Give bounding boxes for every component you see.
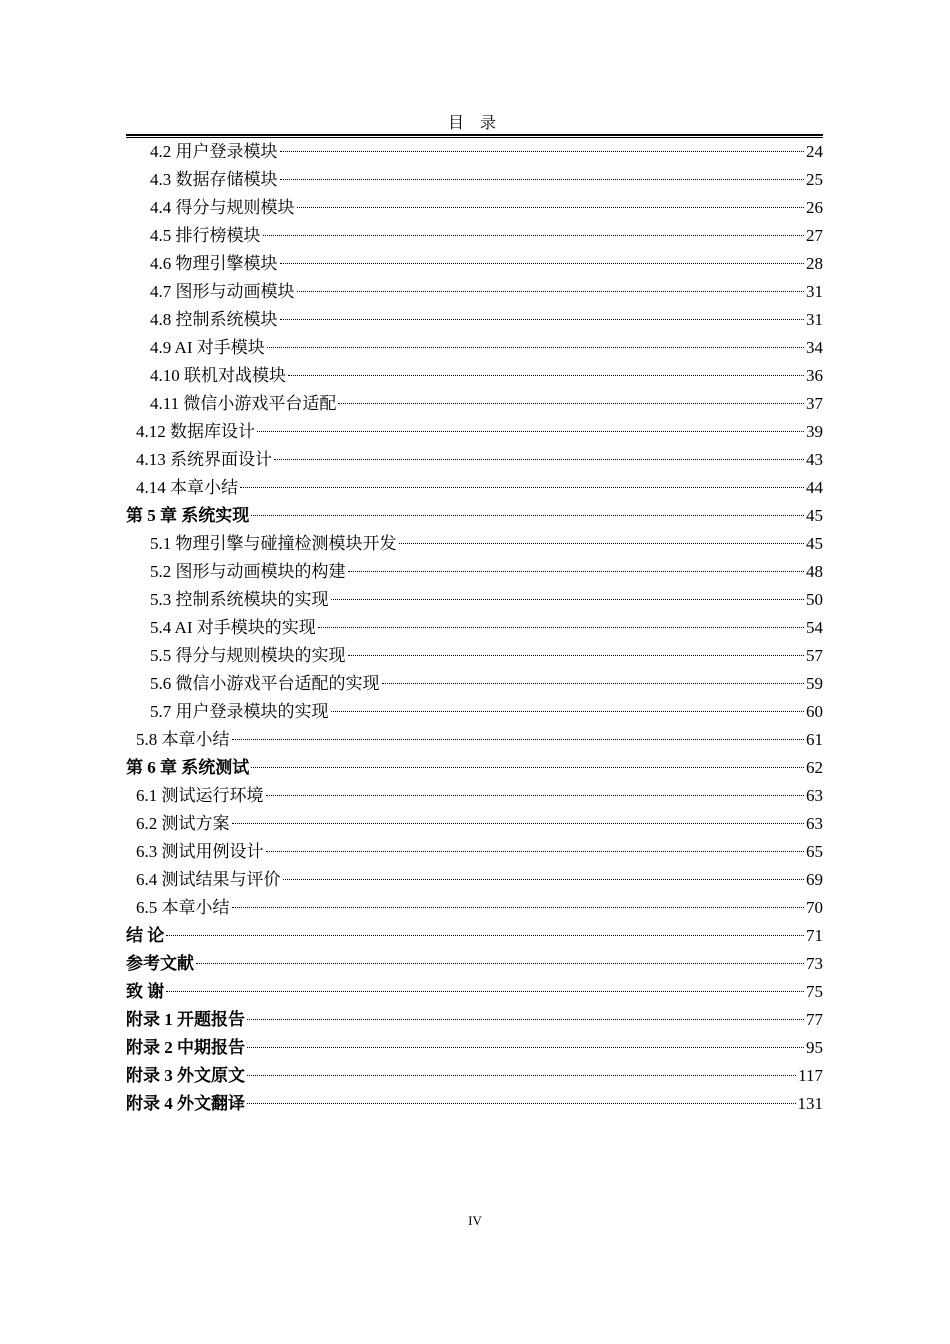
toc-dot-leader [166, 991, 804, 992]
toc-entry-label: 4.3 数据存储模块 [150, 170, 278, 189]
toc-entry-page: 117 [798, 1066, 823, 1085]
toc-entry-label: 5.4 AI 对手模块的实现 [150, 618, 316, 637]
toc-entry[interactable] [126, 194, 823, 222]
toc-entry[interactable] [126, 1006, 823, 1034]
toc-entry-label: 4.7 图形与动画模块 [150, 282, 295, 301]
toc-entry[interactable] [126, 390, 823, 418]
toc-entry-label: 5.6 微信小游戏平台适配的实现 [150, 674, 380, 693]
toc-dot-leader [247, 1047, 804, 1048]
toc-entry[interactable] [126, 306, 823, 334]
toc-entry-page: 50 [806, 590, 823, 609]
toc-dot-leader [196, 963, 804, 964]
toc-dot-leader [266, 795, 805, 796]
toc-entry[interactable] [126, 614, 823, 642]
toc-entry-page: 36 [806, 366, 823, 385]
toc-entry-page: 69 [806, 870, 823, 889]
toc-dot-leader [263, 235, 805, 236]
toc-entry-page: 26 [806, 198, 823, 217]
toc-entry[interactable] [126, 838, 823, 866]
toc-entry[interactable] [126, 446, 823, 474]
toc-dot-leader [280, 319, 805, 320]
toc-entry-label: 4.2 用户登录模块 [150, 142, 278, 161]
toc-entry-page: 54 [806, 618, 823, 637]
toc-entry-page: 73 [806, 954, 823, 973]
toc-entry-page: 44 [806, 478, 823, 497]
toc-entry[interactable] [126, 474, 823, 502]
toc-entry[interactable] [126, 754, 823, 782]
toc-dot-leader [338, 403, 804, 404]
toc-dot-leader [166, 935, 804, 936]
toc-dot-leader [348, 655, 805, 656]
toc-dot-leader [240, 487, 804, 488]
toc-entry-label: 4.11 微信小游戏平台适配 [150, 394, 337, 413]
toc-entry-label: 4.13 系统界面设计 [136, 450, 272, 469]
toc-dot-leader [257, 431, 804, 432]
toc-entry-page: 31 [806, 282, 823, 301]
toc-entry[interactable] [126, 138, 823, 166]
toc-dot-leader [382, 683, 805, 684]
toc-entry[interactable] [126, 978, 823, 1006]
toc-entry-page: 43 [806, 450, 823, 469]
toc-entry[interactable] [126, 278, 823, 306]
toc-entry-page: 75 [806, 982, 823, 1001]
toc-entry-label: 6.1 测试运行环境 [136, 786, 264, 805]
toc-dot-leader [280, 179, 805, 180]
toc-entry[interactable] [126, 362, 823, 390]
toc-entry-page: 31 [806, 310, 823, 329]
toc-entry-label: 附录 2 中期报告 [126, 1038, 245, 1057]
toc-entry[interactable] [126, 866, 823, 894]
toc-entry-label: 参考文献 [126, 954, 194, 973]
toc-entry[interactable] [126, 698, 823, 726]
toc-dot-leader [318, 627, 804, 628]
toc-entry-label: 4.12 数据库设计 [136, 422, 255, 441]
toc-entry-label: 附录 1 开题报告 [126, 1010, 245, 1029]
toc-entry-page: 60 [806, 702, 823, 721]
toc-entry[interactable] [126, 558, 823, 586]
toc-entry-page: 34 [806, 338, 823, 357]
toc-entry[interactable] [126, 894, 823, 922]
toc-entry-label: 4.8 控制系统模块 [150, 310, 278, 329]
toc-entry-label: 6.5 本章小结 [136, 898, 230, 917]
toc-entry[interactable] [126, 726, 823, 754]
toc-entry-page: 59 [806, 674, 823, 693]
toc-dot-leader [399, 543, 805, 544]
toc-entry[interactable] [126, 530, 823, 558]
toc-entry-page: 63 [806, 814, 823, 833]
toc-dot-leader [251, 767, 804, 768]
toc-entry-label: 4.14 本章小结 [136, 478, 238, 497]
toc-entry[interactable] [126, 950, 823, 978]
toc-entry[interactable] [126, 782, 823, 810]
toc-dot-leader [267, 347, 804, 348]
toc-entry-label: 附录 3 外文原文 [126, 1066, 245, 1085]
toc-dot-leader [232, 823, 805, 824]
toc-entry-label: 4.6 物理引擎模块 [150, 254, 278, 273]
toc-entry-label: 4.4 得分与规则模块 [150, 198, 295, 217]
toc-dot-leader [297, 207, 805, 208]
page-number: IV [468, 1213, 482, 1228]
toc-entry-label: 5.2 图形与动画模块的构建 [150, 562, 346, 581]
toc-entry-label: 5.8 本章小结 [136, 730, 230, 749]
toc-entry[interactable] [126, 1062, 823, 1090]
toc-entry-page: 63 [806, 786, 823, 805]
toc-entry[interactable] [126, 222, 823, 250]
toc-dot-leader [274, 459, 804, 460]
toc-entry-page: 45 [806, 506, 823, 525]
toc-entry-label: 6.3 测试用例设计 [136, 842, 264, 861]
toc-entry[interactable] [126, 1034, 823, 1062]
toc-entry-page: 65 [806, 842, 823, 861]
toc-entry-label: 5.3 控制系统模块的实现 [150, 590, 329, 609]
toc-entry-page: 57 [806, 646, 823, 665]
toc-entry-page: 45 [806, 534, 823, 553]
toc-entry-label: 结 论 [126, 926, 165, 945]
toc-entry-page: 131 [797, 1094, 823, 1113]
page-header-title: 目 录 [447, 115, 502, 132]
toc-entry-label: 4.10 联机对战模块 [150, 366, 286, 385]
toc-entry[interactable] [126, 334, 823, 362]
toc-dot-leader [247, 1103, 796, 1104]
toc-dot-leader [247, 1019, 804, 1020]
toc-dot-leader [247, 1075, 796, 1076]
toc-dot-leader [251, 515, 804, 516]
toc-entry-label: 致 谢 [126, 982, 165, 1001]
toc-entry-page: 27 [806, 226, 823, 245]
toc-entry[interactable] [126, 642, 823, 670]
toc-entry-page: 62 [806, 758, 823, 777]
toc-entry-page: 77 [806, 1010, 823, 1029]
toc-entry-page: 25 [806, 170, 823, 189]
toc-entry-page: 70 [806, 898, 823, 917]
toc-entry-page: 71 [806, 926, 823, 945]
toc-dot-leader [232, 907, 805, 908]
toc-entry[interactable] [126, 250, 823, 278]
toc-dot-leader [288, 375, 804, 376]
toc-entry-page: 28 [806, 254, 823, 273]
toc-entry-label: 4.5 排行榜模块 [150, 226, 261, 245]
toc-dot-leader [348, 571, 805, 572]
toc-entry-label: 5.5 得分与规则模块的实现 [150, 646, 346, 665]
toc-dot-leader [280, 263, 805, 264]
toc-entry-label: 5.1 物理引擎与碰撞检测模块开发 [150, 534, 397, 553]
toc-dot-leader [297, 291, 805, 292]
toc-entry-label: 4.9 AI 对手模块 [150, 338, 265, 357]
toc-entry[interactable] [126, 502, 823, 530]
table-of-contents [126, 138, 823, 1118]
toc-entry-label: 6.4 测试结果与评价 [136, 870, 281, 889]
toc-entry-label: 5.7 用户登录模块的实现 [150, 702, 329, 721]
toc-dot-leader [283, 879, 805, 880]
toc-entry[interactable] [126, 586, 823, 614]
header-rule-thick [126, 134, 823, 136]
toc-entry[interactable] [126, 810, 823, 838]
toc-dot-leader [266, 851, 805, 852]
toc-dot-leader [280, 151, 805, 152]
toc-dot-leader [331, 711, 805, 712]
toc-entry-label: 6.2 测试方案 [136, 814, 230, 833]
toc-entry-label: 附录 4 外文翻译 [126, 1094, 245, 1113]
toc-entry-page: 39 [806, 422, 823, 441]
toc-entry-page: 48 [806, 562, 823, 581]
toc-dot-leader [232, 739, 805, 740]
toc-entry[interactable] [126, 418, 823, 446]
toc-entry[interactable] [126, 1090, 823, 1118]
toc-entry[interactable] [126, 166, 823, 194]
toc-entry-label: 第 5 章 系统实现 [126, 506, 250, 525]
toc-entry[interactable] [126, 670, 823, 698]
toc-entry-page: 24 [806, 142, 823, 161]
toc-entry[interactable] [126, 922, 823, 950]
toc-entry-page: 61 [806, 730, 823, 749]
toc-entry-page: 37 [806, 394, 823, 413]
toc-entry-label: 第 6 章 系统测试 [126, 758, 250, 777]
toc-entry-page: 95 [806, 1038, 823, 1057]
toc-dot-leader [331, 599, 805, 600]
